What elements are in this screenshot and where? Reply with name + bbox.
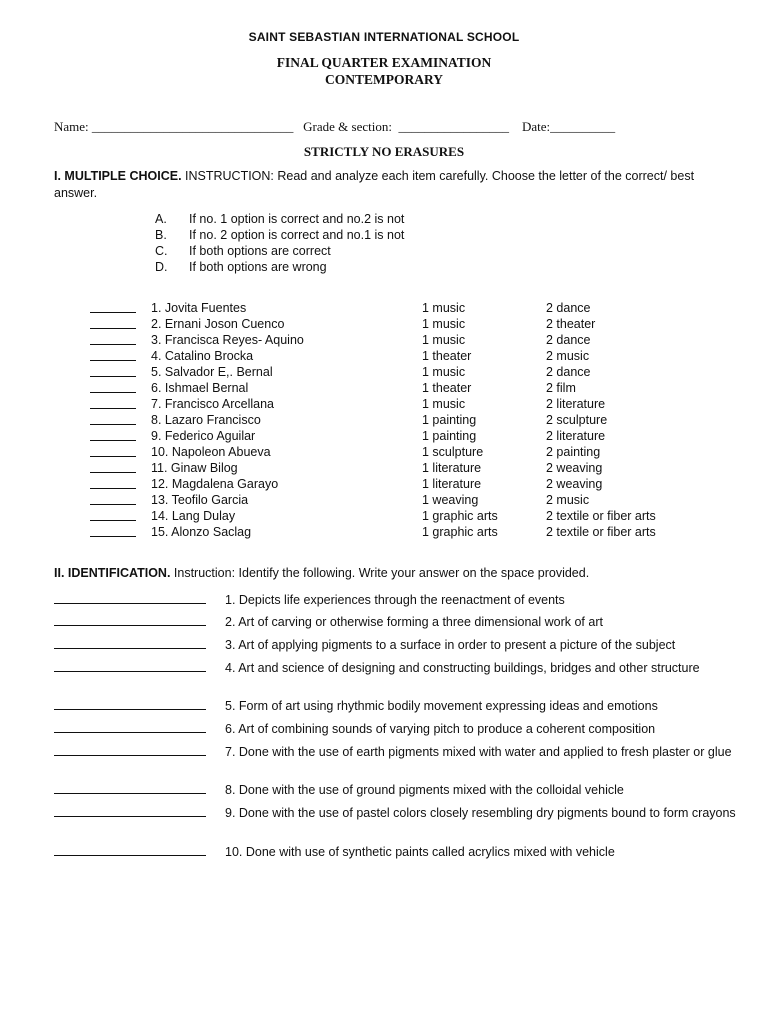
mc-item-question: 4. Catalino Brocka [151, 349, 254, 363]
identification-item-text: 1. Depicts life experiences through the reenactment of events [225, 593, 565, 607]
answer-line[interactable] [54, 793, 206, 794]
identification-instruction-text: Instruction: Identify the following. Write your answer on the space provided. [170, 566, 590, 580]
option-letter: C. [155, 244, 168, 258]
mc-item-question: 14. Lang Dulay [151, 509, 236, 523]
mc-item-option-2: 2 textile or fiber arts [546, 525, 656, 539]
mc-item-option-1: 1 graphic arts [422, 509, 498, 523]
identification-item-text: 6. Art of combining sounds of varying pitch to produce a coherent composition [225, 722, 656, 736]
answer-line[interactable] [54, 816, 206, 817]
mc-item-option-2: 2 weaving [546, 461, 603, 475]
answer-line[interactable] [54, 671, 206, 672]
option-text: If no. 2 option is correct and no.1 is not [189, 228, 405, 242]
mc-item-option-1: 1 theater [422, 349, 472, 363]
mc-item-question: 15. Alonzo Saclag [151, 525, 252, 539]
option-letter: D. [155, 260, 168, 274]
school-name: SAINT SEBASTIAN INTERNATIONAL SCHOOL [248, 30, 520, 44]
answer-line[interactable] [54, 603, 206, 604]
identification-item-text: 9. Done with the use of pastel colors closely resembling dry pigments bound to form crayons [225, 806, 736, 820]
mc-item-option-1: 1 literature [422, 477, 482, 491]
mc-item-option-1: 1 weaving [422, 493, 479, 507]
option-text: If no. 1 option is correct and no.2 is not [189, 212, 405, 226]
mc-item-option-1: 1 music [422, 317, 466, 331]
option-letter: A. [155, 212, 167, 226]
mc-item-option-1: 1 theater [422, 381, 472, 395]
mc-item-option-1: 1 music [422, 365, 466, 379]
mc-item-option-2: 2 dance [546, 365, 591, 379]
mc-item-option-1: 1 sculpture [422, 445, 484, 459]
mc-item-option-2: 2 literature [546, 429, 606, 443]
identification-item-text: 2. Art of carving or otherwise forming a three dimensional work of art [225, 615, 603, 629]
mc-item-question: 1. Jovita Fuentes [151, 301, 247, 315]
mc-item-option-1: 1 graphic arts [422, 525, 498, 539]
no-erasures-notice: STRICTLY NO ERASURES [303, 144, 465, 159]
mc-item-option-2: 2 weaving [546, 477, 603, 491]
mc-item-option-1: 1 music [422, 301, 466, 315]
option-letter: B. [155, 228, 167, 242]
mc-item-option-2: 2 sculpture [546, 413, 608, 427]
identification-item-text: 3. Art of applying pigments to a surface in order to present a picture of the subject [225, 638, 676, 652]
multiple-choice-instruction [54, 168, 734, 202]
mc-item-question: 8. Lazaro Francisco [151, 413, 261, 427]
mc-item-option-1: 1 literature [422, 461, 482, 475]
mc-item-question: 9. Federico Aguilar [151, 429, 256, 443]
exam-subject: CONTEMPORARY [324, 72, 444, 87]
mc-item-option-2: 2 film [546, 381, 576, 395]
answer-option [155, 244, 331, 258]
mc-item-question: 11. Ginaw Bilog [151, 461, 238, 475]
mc-item-option-2: 2 music [546, 493, 590, 507]
option-text: If both options are wrong [189, 260, 327, 274]
mc-item-question: 6. Ishmael Bernal [151, 381, 249, 395]
mc-item-option-1: 1 painting [422, 413, 477, 427]
mc-item-option-2: 2 dance [546, 333, 591, 347]
mc-item-option-2: 2 painting [546, 445, 601, 459]
multiple-choice-instruction-text: INSTRUCTION: Read and analyze each item carefully. Choose the letter of the correct/ best answer. [54, 169, 695, 200]
answer-option [155, 260, 327, 274]
mc-item-question: 3. Francisca Reyes- Aquino [151, 333, 304, 347]
mc-item-option-1: 1 painting [422, 429, 477, 443]
mc-item-option-1: 1 music [422, 333, 466, 347]
exam-title: FINAL QUARTER EXAMINATION [276, 55, 492, 70]
mc-item-option-2: 2 music [546, 349, 590, 363]
answer-line[interactable] [54, 755, 206, 756]
multiple-choice-heading: I. MULTIPLE CHOICE. [54, 169, 182, 183]
identification-heading: II. IDENTIFICATION. [54, 566, 171, 580]
identification-item-text: 8. Done with the use of ground pigments mixed with the colloidal vehicle [225, 783, 624, 797]
identification-item-text: 10. Done with use of synthetic paints called acrylics mixed with vehicle [225, 845, 615, 859]
identification-item-text: 5. Form of art using rhythmic bodily movement expressing ideas and emotions [225, 699, 658, 713]
answer-option [155, 228, 404, 242]
mc-item-option-2: 2 literature [546, 397, 606, 411]
answer-line[interactable] [54, 709, 206, 710]
mc-item-question: 5. Salvador E,. Bernal [151, 365, 273, 379]
answer-line[interactable] [54, 648, 206, 649]
identification-item-text: 7. Done with the use of earth pigments mixed with water and applied to fresh plaster or glue [225, 745, 732, 759]
answer-line[interactable] [54, 625, 206, 626]
mc-item-question: 13. Teofilo Garcia [151, 493, 249, 507]
answer-line[interactable] [54, 855, 206, 856]
answer-option [155, 212, 404, 226]
mc-item-option-2: 2 theater [546, 317, 596, 331]
mc-item-option-1: 1 music [422, 397, 466, 411]
answer-line[interactable] [54, 732, 206, 733]
mc-item-option-2: 2 textile or fiber arts [546, 509, 656, 523]
option-text: If both options are correct [189, 244, 331, 258]
mc-item-question: 2. Ernani Joson Cuenco [151, 317, 285, 331]
mc-item-question: 7. Francisco Arcellana [151, 397, 274, 411]
mc-item-option-2: 2 dance [546, 301, 591, 315]
identification-item-text: 4. Art and science of designing and constructing buildings, bridges and other structure [225, 661, 700, 675]
mc-item-question: 12. Magdalena Garayo [151, 477, 279, 491]
mc-item-question: 10. Napoleon Abueva [151, 445, 271, 459]
student-info-line: Name: _______________________________ Grade & section: _________________ Date:__________ [54, 119, 616, 134]
identification-instruction [54, 566, 589, 580]
